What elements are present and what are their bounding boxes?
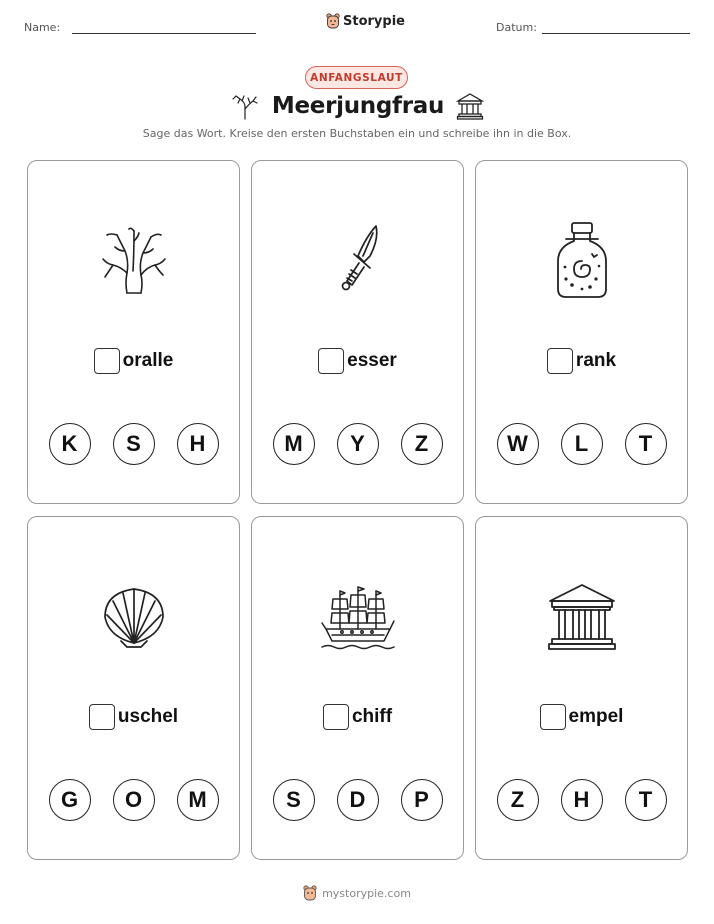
answer-box[interactable]	[323, 704, 349, 730]
answer-box[interactable]	[94, 348, 120, 374]
dagger-icon	[321, 223, 395, 299]
letter-option[interactable]: Z	[497, 779, 539, 821]
letter-options	[476, 779, 687, 821]
instruction-text: Sage das Wort. Kreise den ersten Buchstaben ein und schreibe ihn in die Box.	[142, 127, 572, 140]
page-title: Meerjungfrau	[271, 93, 445, 119]
title-row	[0, 92, 714, 120]
answer-box[interactable]	[540, 704, 566, 730]
letter-option[interactable]: M	[273, 423, 315, 465]
letter-options	[252, 423, 463, 465]
word-card-5	[251, 516, 464, 860]
word-row	[252, 348, 463, 374]
letter-option[interactable]: P	[401, 779, 443, 821]
word-remainder: uschel	[117, 706, 179, 727]
word-row	[28, 348, 239, 374]
date-label: Datum:	[496, 21, 537, 34]
word-row	[28, 704, 239, 730]
letter-option[interactable]: T	[625, 423, 667, 465]
letter-option[interactable]: D	[337, 779, 379, 821]
shell-icon	[99, 585, 169, 649]
word-remainder: esser	[347, 350, 397, 371]
word-card-1	[27, 160, 240, 504]
word-card-2	[251, 160, 464, 504]
coral-icon	[97, 223, 171, 297]
word-card-3	[475, 160, 688, 504]
brand-name: Storypie	[343, 13, 405, 29]
word-row	[476, 348, 687, 374]
word-card-4	[27, 516, 240, 860]
word-row	[252, 704, 463, 730]
bottle-icon	[552, 221, 612, 301]
word-remainder: rank	[575, 350, 617, 371]
letter-option[interactable]: G	[49, 779, 91, 821]
category-badge: ANFANGSLAUT	[305, 66, 408, 89]
temple-icon	[546, 581, 618, 653]
ship-icon	[320, 583, 396, 653]
footer	[0, 885, 714, 901]
storypie-mascot-icon	[303, 885, 317, 901]
answer-box[interactable]	[318, 348, 344, 374]
answer-box[interactable]	[547, 348, 573, 374]
temple-icon	[456, 92, 484, 120]
word-remainder: empel	[568, 706, 624, 727]
letter-options	[28, 779, 239, 821]
letter-option[interactable]: H	[561, 779, 603, 821]
letter-option[interactable]: W	[497, 423, 539, 465]
word-card-6	[475, 516, 688, 860]
name-field[interactable]	[72, 33, 256, 34]
footer-url[interactable]: mystorypie.com	[322, 886, 411, 900]
answer-box[interactable]	[89, 704, 115, 730]
letter-option[interactable]: Y	[337, 423, 379, 465]
letter-option[interactable]: K	[49, 423, 91, 465]
letter-option[interactable]: S	[273, 779, 315, 821]
letter-options	[476, 423, 687, 465]
letter-option[interactable]: O	[113, 779, 155, 821]
date-field[interactable]	[542, 33, 690, 34]
letter-option[interactable]: M	[177, 779, 219, 821]
coral-icon	[230, 92, 260, 120]
letter-options	[252, 779, 463, 821]
letter-option[interactable]: L	[561, 423, 603, 465]
word-row	[476, 704, 687, 730]
storypie-logo	[326, 13, 405, 29]
letter-option[interactable]: T	[625, 779, 667, 821]
letter-option[interactable]: S	[113, 423, 155, 465]
storypie-mascot-icon	[326, 13, 340, 29]
word-remainder: chiff	[351, 706, 393, 727]
name-label: Name:	[24, 21, 61, 34]
word-remainder: oralle	[122, 350, 174, 371]
letter-option[interactable]: Z	[401, 423, 443, 465]
letter-option[interactable]: H	[177, 423, 219, 465]
letter-options	[28, 423, 239, 465]
